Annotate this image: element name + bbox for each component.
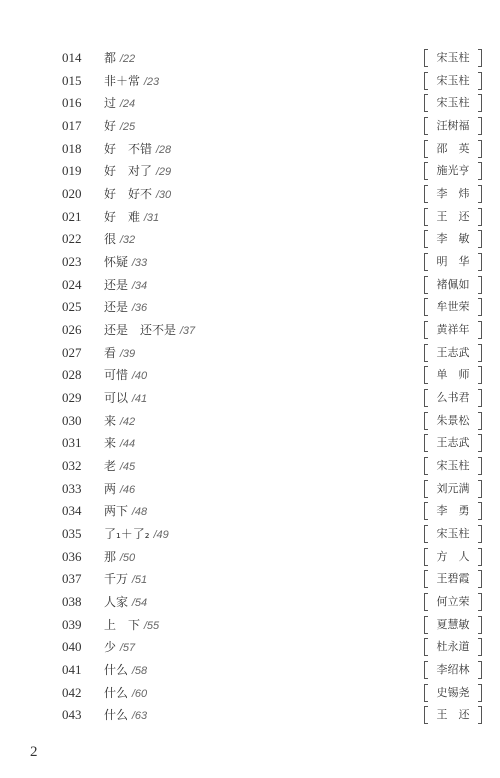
toc-entry: [0, 70, 500, 92]
entry-page-number: /48: [131, 506, 148, 519]
entry-page-number: /32: [119, 234, 136, 247]
entry-title-text: 都: [104, 51, 117, 65]
entry-number: 023: [62, 253, 82, 269]
entry-page-number: /55: [143, 619, 160, 632]
entry-number: 017: [62, 118, 82, 133]
entry-number: 026: [62, 321, 82, 337]
entry-author: 宋玉柱: [424, 94, 482, 111]
entry-author: 李绍林: [424, 661, 482, 678]
entry-author: 王志武: [424, 434, 482, 451]
entry-number: 030: [62, 412, 82, 428]
entry-number: 036: [62, 548, 82, 564]
toc-entry: [0, 228, 500, 250]
toc-entry: [0, 455, 500, 477]
toc-entry: [0, 160, 500, 182]
entry-number: 024: [62, 276, 82, 292]
entry-title: [104, 706, 147, 723]
entry-title-text: 好: [104, 119, 117, 133]
entry-number: 042: [62, 684, 82, 700]
entry-title: [104, 684, 147, 701]
entry-title: [104, 72, 159, 89]
entry-number: 018: [62, 140, 82, 156]
entry-title: [104, 366, 147, 383]
entry-title-text: 什么: [104, 708, 129, 723]
toc-entry: [0, 206, 500, 228]
entry-title-text: 上 下: [104, 617, 141, 632]
entry-author: 史锡尧: [424, 684, 482, 701]
entry-title-text: 怀疑: [104, 254, 129, 269]
entry-number: 025: [62, 299, 82, 315]
entry-page-number: /23: [143, 75, 160, 88]
toc-entry: [0, 274, 500, 296]
toc-entry: [0, 432, 500, 454]
entry-title: [104, 185, 171, 202]
entry-number: 034: [62, 503, 82, 519]
entry-author: 邵 英: [424, 140, 482, 157]
entry-page-number: /30: [155, 189, 172, 201]
entry-title-text: 可以: [104, 390, 129, 405]
entry-title: [104, 344, 135, 361]
entry-page-number: /39: [119, 347, 136, 360]
entry-title-text: 少: [104, 640, 117, 655]
entry-author: 王 还: [424, 706, 482, 723]
entry-title-text: 人家: [104, 594, 129, 609]
entry-title: [104, 570, 147, 587]
entry-number: 038: [62, 593, 82, 609]
entry-number: 029: [62, 389, 82, 405]
entry-title: [104, 253, 147, 270]
toc-entry: [0, 591, 500, 613]
entry-author: 明 华: [424, 253, 482, 270]
entry-author: 宋玉柱: [424, 457, 482, 474]
entry-title: [104, 525, 169, 542]
entry-title: [104, 412, 135, 429]
entry-number: 014: [62, 50, 82, 65]
entry-title: [104, 548, 135, 565]
entry-title-text: 过: [104, 96, 117, 111]
entry-page-number: /58: [131, 664, 148, 677]
toc-entry: [0, 251, 500, 273]
entry-page-number: /54: [131, 596, 148, 609]
toc-entry: [0, 568, 500, 590]
entry-page-number: /36: [131, 302, 148, 315]
entry-number: 039: [62, 616, 82, 632]
entry-number: 033: [62, 480, 82, 496]
entry-title-text: 还是 还不是: [104, 322, 177, 337]
entry-title-text: 那: [104, 549, 117, 564]
entry-title-text: 千万: [104, 572, 129, 587]
entry-page-number: /34: [131, 279, 148, 292]
entry-author: 王志武: [424, 344, 482, 361]
toc-entry: [0, 364, 500, 386]
entry-page-number: /46: [119, 483, 136, 496]
entry-page-number: /57: [119, 642, 136, 655]
entry-number: 019: [62, 163, 82, 179]
entry-number: 043: [62, 707, 82, 723]
entry-title-text: 可惜: [104, 368, 129, 383]
entry-page-number: /40: [131, 370, 148, 383]
entry-author: 王 还: [424, 208, 482, 225]
toc-entry: [0, 296, 500, 318]
entry-number: 031: [62, 435, 82, 451]
entry-number: 035: [62, 525, 82, 541]
entry-title: [104, 661, 147, 678]
entry-author: 么书君: [424, 389, 482, 406]
entry-title: [104, 616, 159, 633]
entry-title-text: 好 难: [104, 209, 141, 224]
toc-entry: [0, 47, 500, 69]
entry-title-text: 来: [104, 413, 117, 428]
entry-title-text: 两: [104, 481, 117, 496]
entry-page-number: /51: [131, 574, 148, 587]
entry-author: 牟世荣: [424, 298, 482, 315]
entry-title: [104, 434, 135, 451]
entry-number: 032: [62, 457, 82, 473]
entry-author: 汪树福: [424, 117, 482, 134]
entry-page-number: /33: [131, 256, 148, 269]
toc-entry: [0, 682, 500, 704]
entry-author: 宋玉柱: [424, 72, 482, 89]
entry-title-text: 好 好不: [104, 187, 153, 201]
entry-number: 022: [62, 231, 82, 247]
entry-title: [104, 502, 147, 519]
page-number: 2: [30, 744, 38, 760]
toc-entry: [0, 500, 500, 522]
entry-title: [104, 457, 135, 474]
entry-title: [104, 593, 147, 610]
entry-title: [104, 94, 135, 111]
entry-page-number: /49: [153, 528, 169, 541]
entry-title: [104, 230, 135, 247]
toc-entry: [0, 636, 500, 658]
entry-page-number: /63: [131, 710, 148, 723]
entry-title: [104, 276, 147, 293]
toc-entry: [0, 614, 500, 636]
entry-number: 015: [62, 72, 82, 88]
entry-author: 刘元满: [424, 480, 482, 497]
entry-title: [104, 140, 171, 157]
entry-author: 王碧霞: [424, 570, 482, 587]
toc-entry: [0, 319, 500, 341]
entry-page-number: /37: [179, 324, 196, 337]
entry-page-number: /29: [155, 166, 172, 179]
toc-entry: [0, 410, 500, 432]
entry-author: 朱景松: [424, 412, 482, 429]
entry-author: 褚佩如: [424, 276, 482, 293]
entry-page-number: /22: [119, 53, 136, 65]
entry-author: 黄祥年: [424, 321, 482, 338]
entry-title-text: 了₁＋了₂: [104, 526, 150, 541]
entry-title: [104, 208, 159, 225]
toc-entry: [0, 546, 500, 568]
entry-title-text: 还是: [104, 300, 129, 315]
entry-number: 040: [62, 639, 82, 655]
entry-title-text: 好 对了: [104, 164, 153, 179]
entry-page-number: /25: [119, 121, 136, 133]
entry-title: [104, 49, 135, 66]
toc-entry: [0, 659, 500, 681]
entry-title: [104, 389, 147, 406]
entry-page-number: /41: [131, 392, 148, 405]
entry-title-text: 好 不错: [104, 141, 153, 156]
entry-title: [104, 480, 135, 497]
entry-number: 041: [62, 661, 82, 677]
entry-page-number: /45: [119, 460, 136, 473]
entry-page-number: /42: [119, 415, 136, 428]
toc-entry: [0, 478, 500, 500]
toc-entry: [0, 342, 500, 364]
entry-author: 方 人: [424, 548, 482, 565]
entry-author: 李 炜: [424, 185, 482, 202]
entry-number: 027: [62, 344, 82, 360]
entry-title-text: 看: [104, 345, 117, 360]
entry-author: 夏慧敏: [424, 616, 482, 633]
entry-number: 037: [62, 571, 82, 587]
entry-author: 杜永道: [424, 638, 482, 655]
entry-page-number: /44: [119, 438, 136, 451]
entry-title-text: 非＋常: [104, 73, 141, 88]
toc-entry: [0, 183, 500, 205]
entry-title-text: 还是: [104, 277, 129, 292]
entry-title-text: 两下: [104, 504, 129, 519]
toc-entry: [0, 92, 500, 114]
entry-author: 李 敏: [424, 230, 482, 247]
entry-author: 宋玉柱: [424, 49, 482, 66]
entry-author: 李 勇: [424, 502, 482, 519]
toc-entry: [0, 523, 500, 545]
entry-title: [104, 117, 135, 134]
entry-title: [104, 298, 147, 315]
entry-number: 020: [62, 186, 82, 201]
entry-page-number: /31: [143, 211, 160, 224]
entry-title-text: 来: [104, 436, 117, 451]
entry-author: 单 师: [424, 366, 482, 383]
entry-author: 宋玉柱: [424, 525, 482, 542]
entry-title-text: 什么: [104, 662, 129, 677]
toc-entry: [0, 115, 500, 137]
entry-page-number: /50: [119, 551, 136, 564]
toc-entry: [0, 387, 500, 409]
entry-number: 016: [62, 95, 82, 111]
entry-page-number: /60: [131, 687, 148, 700]
entry-title-text: 什么: [104, 685, 129, 700]
toc-entry: [0, 704, 500, 726]
toc-entry: [0, 138, 500, 160]
entry-page-number: /28: [155, 143, 172, 156]
entry-title: [104, 321, 195, 338]
entry-number: 028: [62, 367, 82, 383]
entry-number: 021: [62, 208, 82, 224]
entry-page-number: /24: [119, 98, 136, 111]
entry-author: 施光亨: [424, 162, 482, 179]
entry-title-text: 很: [104, 232, 117, 247]
entry-author: 何立荣: [424, 593, 482, 610]
entry-title: [104, 162, 171, 179]
entry-title-text: 老: [104, 458, 117, 473]
entry-title: [104, 638, 135, 655]
